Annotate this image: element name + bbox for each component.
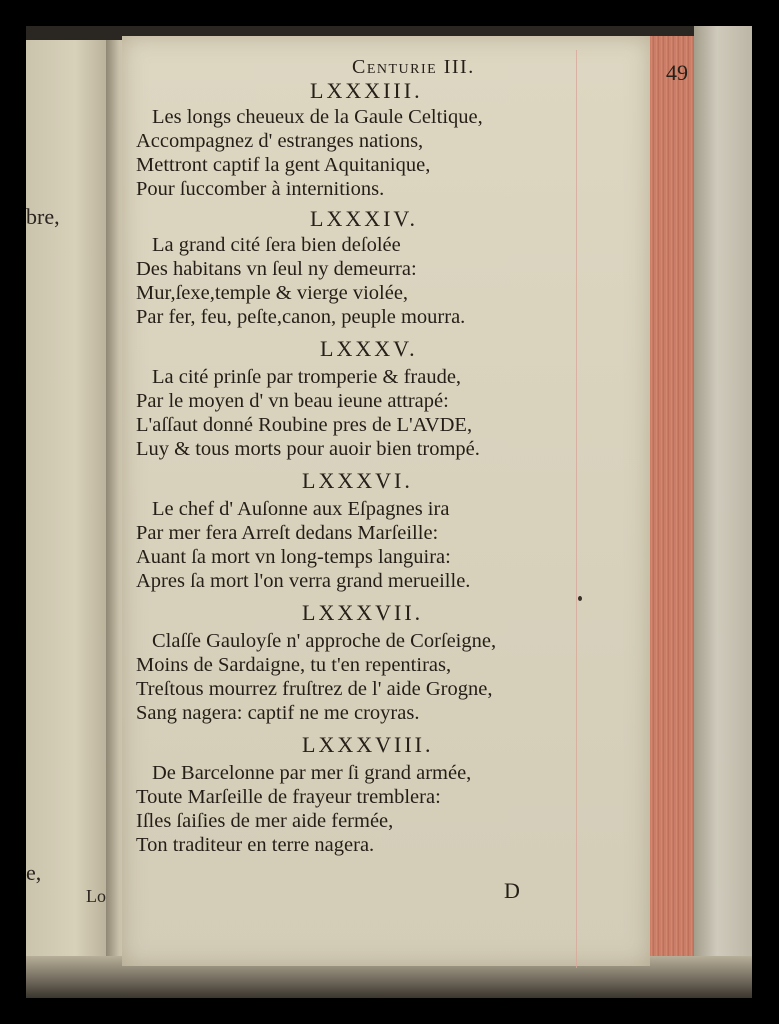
signature-mark: D — [504, 878, 520, 903]
page-fold-line — [576, 50, 577, 968]
verse-line: L'aſſaut donné Roubine pres de L'AVDE, — [136, 414, 473, 436]
verse-line: Par mer fera Arreſt dedans Marſeille: — [136, 522, 439, 544]
book-cover-edge — [694, 26, 752, 976]
verse-line: Le chef d' Auſonne aux Eſpagnes ira — [152, 498, 450, 520]
right-page — [122, 36, 688, 966]
ink-speck — [578, 596, 582, 601]
verse-line: Par fer, feu, peſte,canon, peuple mourra. — [136, 306, 466, 328]
verse-line: Apres ſa mort l'on verra grand merueille. — [136, 570, 471, 592]
verse-line: Moins de Sardaigne, tu t'en repentiras, — [136, 654, 452, 676]
verse-line: Accompagnez d' estranges nations, — [136, 130, 424, 152]
quatrain-numeral: LXXXVI. — [302, 468, 413, 493]
verse-line: La cité prinſe par tromperie & fraude, — [152, 366, 462, 388]
left-page-fragment: Lo — [86, 886, 106, 906]
verse-line: Mur,ſexe,temple & vierge violée, — [136, 282, 409, 304]
quatrain-numeral: LXXXV. — [320, 336, 418, 361]
verse-line: Mettront captif la gent Aquitanique, — [136, 154, 431, 176]
quatrain-numeral: LXXXIV. — [310, 206, 418, 231]
verse-line: Auant ſa mort vn long-temps languira: — [136, 546, 451, 568]
verse-line: Treſtous mourrez fruſtrez de l' aide Grogne, — [136, 678, 493, 700]
verse-line: Pour ſuccomber à internitions. — [136, 178, 385, 200]
verse-line: Sang nagera: captif ne me croyras. — [136, 702, 420, 724]
verse-line: Toute Marſeille de frayeur tremblera: — [136, 786, 441, 808]
left-page — [26, 40, 108, 975]
left-page-fragment: e, — [26, 860, 42, 885]
verse-line: De Barcelonne par mer ſi grand armée, — [152, 762, 472, 784]
quatrain-numeral: LXXXVIII. — [302, 732, 434, 757]
page-number: 49 — [666, 60, 688, 85]
quatrain-numeral: LXXXIII. — [310, 78, 423, 103]
verse-line: Ton traditeur en terre nagera. — [136, 834, 375, 856]
verse-line: Claſſe Gauloyſe n' approche de Corſeigne, — [152, 630, 497, 652]
verse-line: Des habitans vn ſeul ny demeurra: — [136, 258, 417, 280]
verse-line: Les longs cheueux de la Gaule Celtique, — [152, 106, 483, 128]
book-scan — [26, 26, 752, 998]
running-title: Centurie III. — [352, 56, 475, 78]
left-page-fragment: bre, — [26, 204, 60, 229]
verse-line: La grand cité ſera bien deſolée — [152, 234, 401, 256]
verse-line: Luy & tous morts pour auoir bien trompé. — [136, 438, 480, 460]
quatrain-numeral: LXXXVII. — [302, 600, 424, 625]
verse-line: Par le moyen d' vn beau ieune attrapé: — [136, 390, 449, 412]
verse-line: Iſles ſaiſies de mer aide fermée, — [136, 810, 394, 832]
